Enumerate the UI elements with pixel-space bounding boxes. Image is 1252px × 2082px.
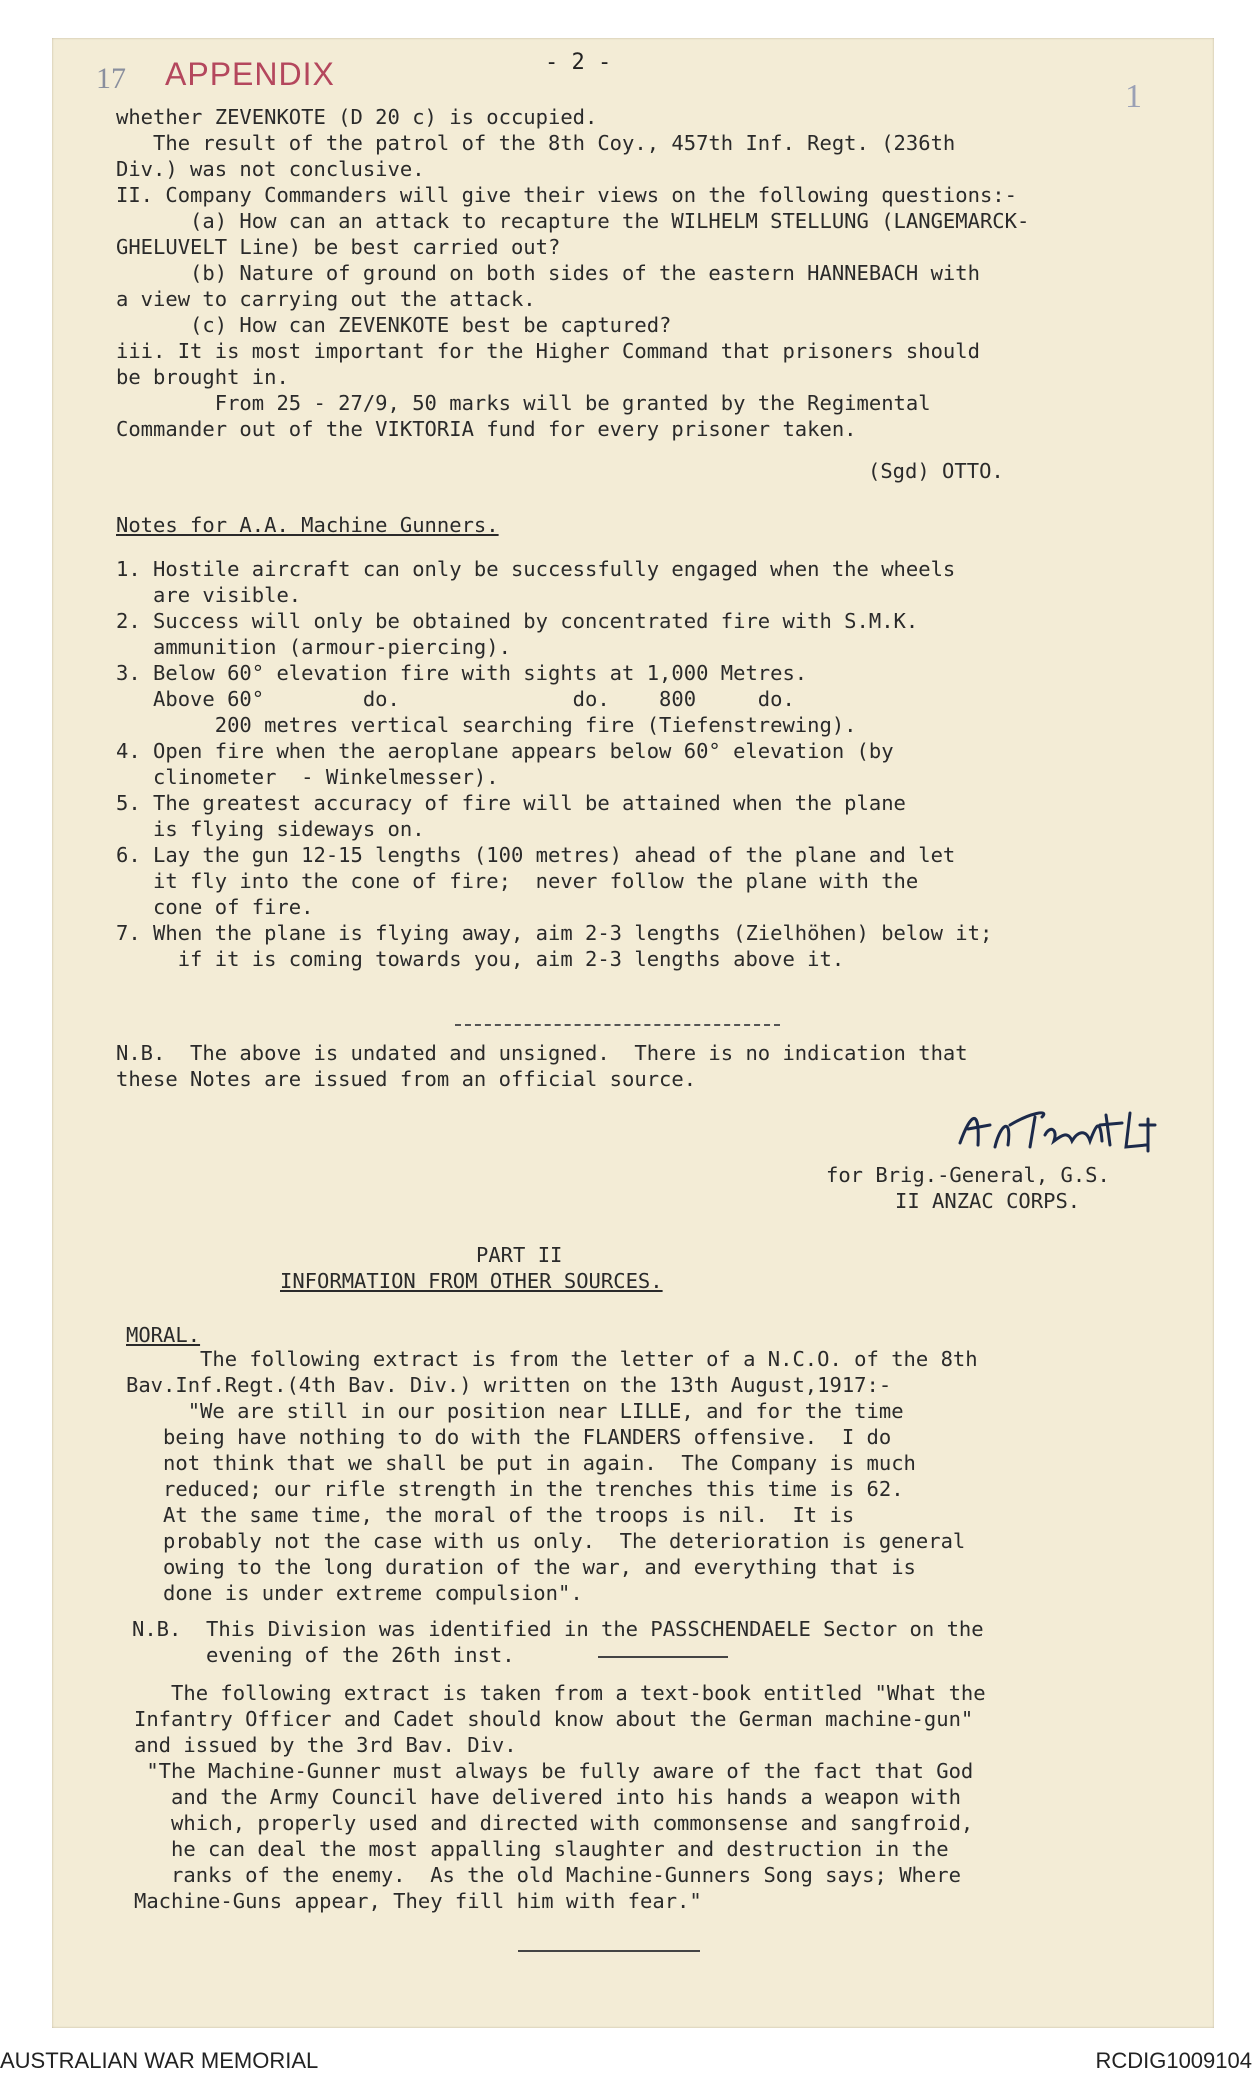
page-number: - 2 - bbox=[545, 50, 612, 75]
moral-line: done is under extreme compulsion". bbox=[126, 1581, 583, 1605]
extract-line: "The Machine-Gunner must always be fully aware of the fact that God bbox=[134, 1759, 974, 1783]
note-line: are visible. bbox=[116, 583, 302, 607]
text-line: iii. It is most important for the Higher Command that prisoners should bbox=[116, 339, 980, 363]
signed-otto: (Sgd) OTTO. bbox=[868, 459, 1004, 483]
extract-line: ranks of the enemy. As the old Machine-Gunners Song says; Where bbox=[134, 1863, 961, 1887]
text-line: (a) How can an attack to recapture the WILHELM STELLUNG (LANGEMARCK- bbox=[116, 209, 1030, 233]
note-line: it fly into the cone of fire; never follow the plane with the bbox=[116, 869, 919, 893]
note-line: 200 metres vertical searching fire (Tiefenstrewing). bbox=[116, 713, 857, 737]
note-line: 7. When the plane is flying away, aim 2-3 lengths (Zielhöhen) below it; bbox=[116, 921, 993, 945]
text-line: II. Company Commanders will give their views on the following questions:- bbox=[116, 183, 1017, 207]
footer-record-id: RCDIG1009104 bbox=[1095, 2048, 1252, 2073]
moral-line: At the same time, the moral of the troops is nil. It is bbox=[126, 1503, 855, 1527]
note-line: 1. Hostile aircraft can only be successfully engaged when the wheels bbox=[116, 557, 956, 581]
text-line: whether ZEVENKOTE (D 20 c) is occupied. bbox=[116, 105, 598, 129]
note-line: Above 60° do. do. 800 do. bbox=[116, 687, 795, 711]
text-line: a view to carrying out the attack. bbox=[116, 287, 536, 311]
short-divider bbox=[598, 1656, 728, 1658]
note-line: clinometer - Winkelmesser). bbox=[116, 765, 499, 789]
text-line: (b) Nature of ground on both sides of the eastern HANNEBACH with bbox=[116, 261, 980, 285]
moral-line: owing to the long duration of the war, and everything that is bbox=[126, 1555, 916, 1579]
note-line: if it is coming towards you, aim 2-3 lengths above it. bbox=[116, 947, 845, 971]
moral-line: reduced; our rifle strength in the trenches this time is 62. bbox=[126, 1477, 904, 1501]
dashed-divider bbox=[455, 1024, 780, 1026]
text-line: From 25 - 27/9, 50 marks will be granted by the Regimental bbox=[116, 391, 931, 415]
nb-line: these Notes are issued from an official source. bbox=[116, 1067, 697, 1091]
appendix-stamp: APPENDIX bbox=[165, 56, 335, 92]
text-line: GHELUVELT Line) be best carried out? bbox=[116, 235, 561, 259]
archive-stamp-number: 17 bbox=[96, 62, 126, 95]
end-divider bbox=[518, 1950, 700, 1952]
nb-line: N.B. This Division was identified in the PASSCHENDAELE Sector on the bbox=[132, 1617, 984, 1641]
handwritten-signature bbox=[950, 1095, 1170, 1165]
moral-line: being have nothing to do with the FLANDERS offensive. I do bbox=[126, 1425, 892, 1449]
footer-archive-name: AUSTRALIAN WAR MEMORIAL bbox=[0, 2048, 319, 2073]
corps-line: II ANZAC CORPS. bbox=[895, 1189, 1081, 1213]
notes-heading: Notes for A.A. Machine Gunners. bbox=[116, 513, 499, 537]
moral-line: Bav.Inf.Regt.(4th Bav. Div.) written on the 13th August,1917:- bbox=[126, 1373, 892, 1397]
extract-line: which, properly used and directed with commonsense and sangfroid, bbox=[134, 1811, 974, 1835]
moral-heading: MORAL. bbox=[126, 1323, 201, 1347]
text-line: The result of the patrol of the 8th Coy., 457th Inf. Regt. (236th bbox=[116, 131, 956, 155]
note-line: 3. Below 60° elevation fire with sights at 1,000 Metres. bbox=[116, 661, 808, 685]
moral-line: not think that we shall be put in again. The Company is much bbox=[126, 1451, 916, 1475]
corner-pencil-mark: 1 bbox=[1125, 78, 1142, 115]
note-line: 4. Open fire when the aeroplane appears below 60° elevation (by bbox=[116, 739, 894, 763]
extract-line: he can deal the most appalling slaughter and destruction in the bbox=[134, 1837, 949, 1861]
note-line: is flying sideways on. bbox=[116, 817, 425, 841]
text-line: Commander out of the VIKTORIA fund for every prisoner taken. bbox=[116, 417, 857, 441]
for-brig-line: for Brig.-General, G.S. bbox=[826, 1163, 1110, 1187]
text-line: be brought in. bbox=[116, 365, 289, 389]
moral-line: The following extract is from the letter of a N.C.O. of the 8th bbox=[126, 1347, 978, 1371]
nb-line: N.B. The above is undated and unsigned. There is no indication that bbox=[116, 1041, 968, 1065]
moral-line: probably not the case with us only. The deterioration is general bbox=[126, 1529, 966, 1553]
text-line: (c) How can ZEVENKOTE best be captured? bbox=[116, 313, 672, 337]
note-line: cone of fire. bbox=[116, 895, 314, 919]
note-line: 6. Lay the gun 12-15 lengths (100 metres) ahead of the plane and let bbox=[116, 843, 956, 867]
extract-line: Machine-Guns appear, They fill him with fear." bbox=[134, 1889, 702, 1913]
extract-line: The following extract is taken from a text-book entitled "What the bbox=[134, 1681, 986, 1705]
note-line: 5. The greatest accuracy of fire will be attained when the plane bbox=[116, 791, 906, 815]
note-line: ammunition (armour-piercing). bbox=[116, 635, 511, 659]
extract-line: and the Army Council have delivered into his hands a weapon with bbox=[134, 1785, 961, 1809]
extract-line: and issued by the 3rd Bav. Div. bbox=[134, 1733, 517, 1757]
moral-line: "We are still in our position near LILLE, and for the time bbox=[126, 1399, 904, 1423]
note-line: 2. Success will only be obtained by concentrated fire with S.M.K. bbox=[116, 609, 919, 633]
extract-line: Infantry Officer and Cadet should know about the German machine-gun" bbox=[134, 1707, 974, 1731]
text-line: Div.) was not conclusive. bbox=[116, 157, 425, 181]
part-ii-subtitle: INFORMATION FROM OTHER SOURCES. bbox=[280, 1269, 663, 1293]
nb-line: evening of the 26th inst. bbox=[132, 1643, 515, 1667]
part-ii-title: PART II bbox=[476, 1243, 563, 1267]
